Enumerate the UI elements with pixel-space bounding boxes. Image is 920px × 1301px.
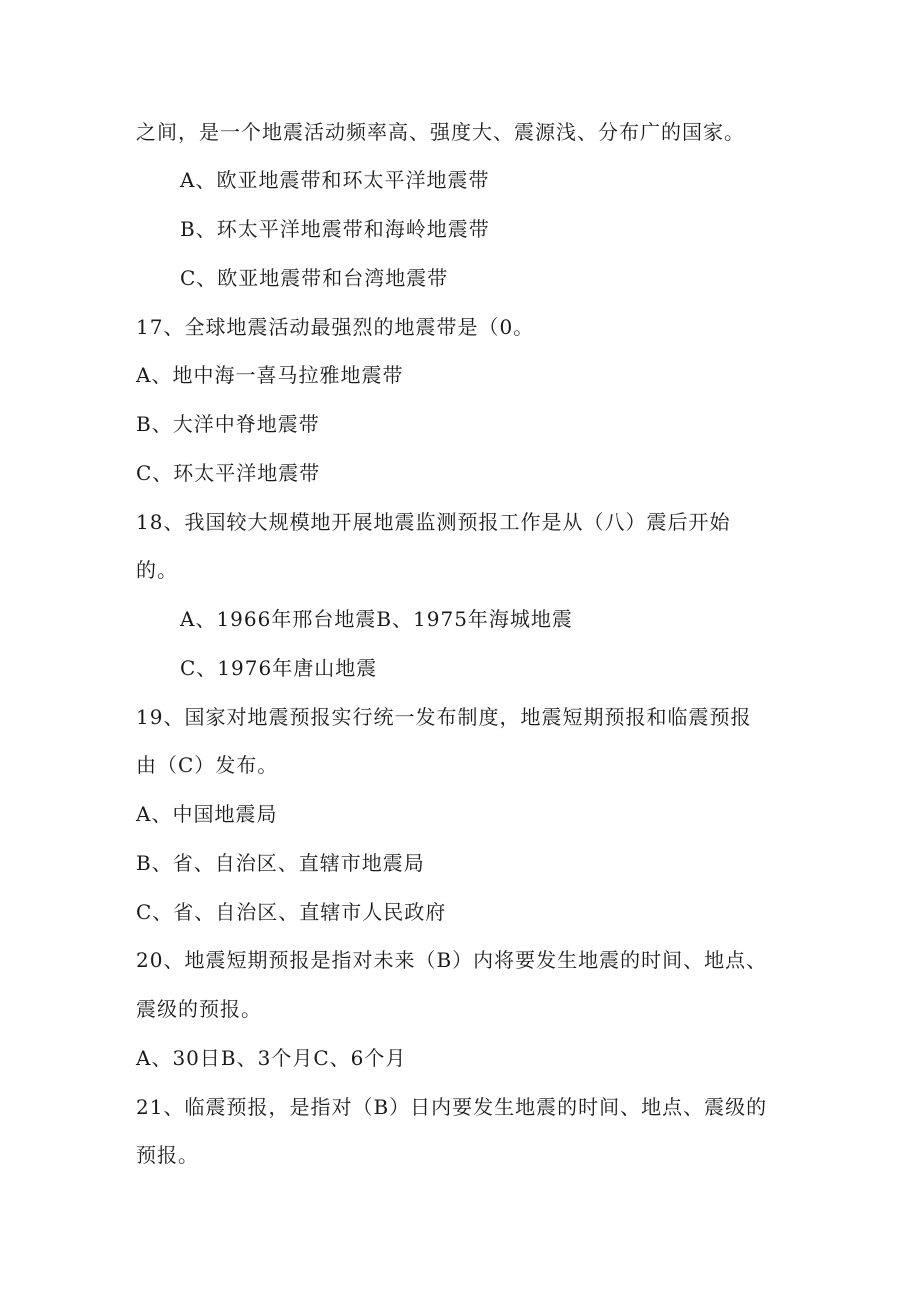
option-a: A、地中海一喜马拉雅地震带: [136, 363, 404, 387]
option-c: C、省、自治区、直辖市人民政府: [136, 900, 447, 924]
question-19-continuation: 由（C）发布。: [136, 753, 279, 777]
option-a: A、欧亚地震带和环太平洋地震带: [180, 168, 490, 192]
question-19: 19、国家对地震预报实行统一发布制度，地震短期预报和临震预报: [136, 705, 752, 729]
question-21-continuation: 预报。: [136, 1143, 199, 1167]
option-b: B、大洋中脊地震带: [136, 412, 320, 436]
options-a-b-c: A、30日B、3个月C、6个月: [136, 1046, 407, 1070]
option-a: A、中国地震局: [136, 802, 278, 826]
text-line-continuation: 之间，是一个地震活动频率高、强度大、震源浅、分布广的国家。: [136, 120, 745, 144]
question-21: 21、临震预报，是指对（B）日内要发生地震的时间、地点、震级的: [136, 1095, 768, 1119]
question-18-continuation: 的。: [136, 558, 178, 582]
question-20-continuation: 震级的预报。: [136, 997, 262, 1021]
question-18: 18、我国较大规模地开展地震监测预报工作是从（八）震后开始: [136, 510, 731, 534]
option-b: B、环太平洋地震带和海岭地震带: [180, 217, 490, 241]
option-c: C、欧亚地震带和台湾地震带: [180, 266, 449, 290]
question-17: 17、全球地震活动最强烈的地震带是（0。: [136, 315, 535, 339]
option-b: B、省、自治区、直辖市地震局: [136, 851, 425, 875]
option-c: C、1976年唐山地震: [180, 656, 378, 680]
option-a-b: A、1966年邢台地震B、1975年海城地震: [180, 607, 573, 631]
question-20: 20、地震短期预报是指对未来（B）内将要发生地震的时间、地点、: [136, 948, 768, 972]
option-c: C、环太平洋地震带: [136, 461, 321, 485]
